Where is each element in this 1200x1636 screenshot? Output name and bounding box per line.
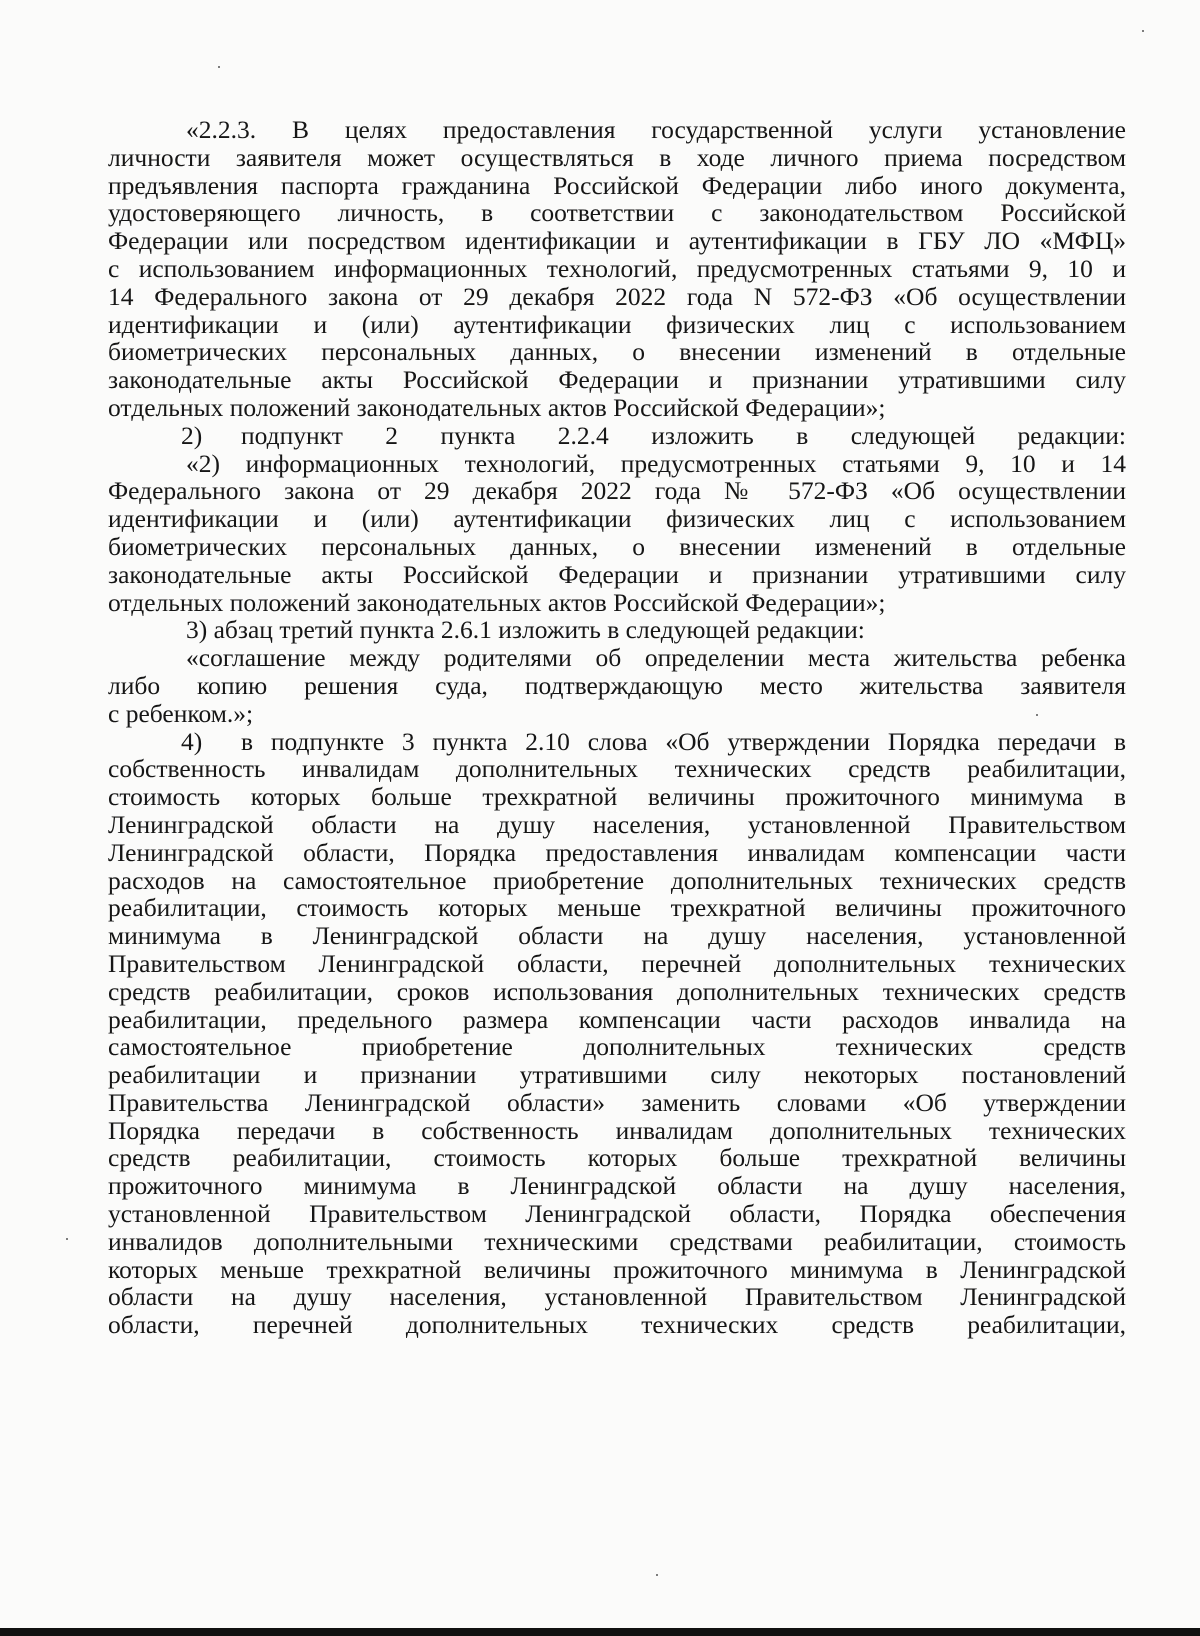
text-line: Федерального закона от 29 декабря 2022 года № 572-ФЗ «Об осуществлении (108, 476, 1126, 506)
text-line: Правительства Ленинградской области» заменить словами «Об утверждении (108, 1087, 1126, 1117)
text-line: реабилитации и признании утратившими силу некоторых постановлений (108, 1060, 1126, 1090)
text-line: реабилитации, предельного размера компенсации части расходов инвалида на (108, 1004, 1126, 1034)
text-line: области, перечней дополнительных технических средств реабилитации, (108, 1310, 1126, 1340)
text-line: законодательные акты Российской Федерации и признании утратившими силу (108, 559, 1126, 589)
list-item-number: 2) (181, 420, 203, 450)
text-line: установленной Правительством Ленинградской области, Порядка обеспечения (108, 1199, 1126, 1229)
text-line: 14 Федерального закона от 29 декабря 2022 года N 572-ФЗ «Об осуществлении (108, 281, 1126, 311)
text-line: прожиточного минимума в Ленинградской области на душу населения, (108, 1171, 1126, 1201)
list-item-4 (108, 728, 1126, 756)
text-line: отдельных положений законодательных актов Российской Федерации»; (108, 587, 886, 617)
text-line: «2.2.3. В целях предоставления государственной услуги установление (186, 115, 1126, 144)
text-line: Ленинградской области на душу населения, установленной Правительством (108, 809, 1126, 839)
text-line: «2) информационных технологий, предусмотренных статьями 9, 10 и 14 (186, 448, 1126, 478)
text-line: собственность инвалидам дополнительных технических средств реабилитации, (108, 754, 1126, 784)
text-line: «соглашение между родителями об определении места жительства ребенка (186, 643, 1126, 673)
scan-speck (1036, 714, 1038, 716)
list-item-2 (108, 422, 1126, 450)
text-line: с использованием информационных технологий, предусмотренных статьями 9, 10 и (108, 253, 1126, 283)
text-line: идентификации и (или) аутентификации физических лиц с использованием (108, 504, 1126, 534)
text-line: которых меньше трехкратной величины прожиточного минимума в Ленинградской (108, 1254, 1126, 1284)
text-line: законодательные акты Российской Федерации и признании утратившими силу (108, 365, 1126, 395)
scan-speck (656, 1574, 658, 1576)
text-line: области на душу населения, установленной Правительством Ленинградской (108, 1282, 1126, 1312)
text-line: отдельных положений законодательных актов Российской Федерации»; (108, 392, 886, 422)
text-line: Ленинградской области, Порядка предоставления инвалидам компенсации части (108, 837, 1126, 867)
text-line: средств реабилитации, сроков использования дополнительных технических средств (108, 976, 1126, 1006)
text-line: Федерации или посредством идентификации и аутентификации в ГБУ ЛО «МФЦ» (108, 226, 1126, 256)
list-item-3: 3) абзац третий пункта 2.6.1 изложить в следующей редакции: (186, 615, 865, 645)
text-line: стоимость которых больше трехкратной величины прожиточного минимума в (108, 782, 1126, 812)
text-line: самостоятельное приобретение дополнительных технических средств (108, 1032, 1126, 1062)
text-line: с ребенком.»; (108, 698, 254, 728)
text-line: биометрических персональных данных, о внесении изменений в отдельные (108, 531, 1126, 561)
text-line: Правительством Ленинградской области, перечней дополнительных технических (108, 948, 1126, 978)
text-line: идентификации и (или) аутентификации физических лиц с использованием (108, 309, 1126, 339)
text-line: Порядка передачи в собственность инвалидам дополнительных технических (108, 1115, 1126, 1145)
scan-speck (218, 66, 220, 68)
text-line: расходов на самостоятельное приобретение дополнительных технических средств (108, 865, 1126, 895)
scan-edge-bar (0, 1628, 1200, 1636)
text-line: биометрических персональных данных, о внесении изменений в отдельные (108, 337, 1126, 367)
list-item-number: 4) (181, 726, 203, 756)
text-line: инвалидов дополнительными техническими средствами реабилитации, стоимость (108, 1226, 1126, 1256)
text-line: в подпункте 3 пункта 2.10 слова «Об утверждении Порядка передачи в (241, 726, 1126, 756)
text-line: личности заявителя может осуществляться в ходе личного приема посредством (108, 142, 1126, 172)
scan-speck (66, 1238, 68, 1240)
text-line: средств реабилитации, стоимость которых больше трехкратной величины (108, 1143, 1126, 1173)
document-body (108, 116, 1126, 1339)
text-line: либо копию решения суда, подтверждающую место жительства заявителя (108, 670, 1126, 700)
text-line: минимума в Ленинградской области на душу населения, установленной (108, 921, 1126, 951)
text-line: подпункт 2 пункта 2.2.4 изложить в следующей редакции: (241, 420, 1126, 450)
text-line: реабилитации, стоимость которых меньше трехкратной величины прожиточного (108, 893, 1126, 923)
scan-speck (1142, 30, 1144, 32)
text-line: предъявления паспорта гражданина Российской Федерации либо иного документа, (108, 170, 1126, 200)
text-line: удостоверяющего личность, в соответствии с законодательством Российской (108, 198, 1126, 228)
